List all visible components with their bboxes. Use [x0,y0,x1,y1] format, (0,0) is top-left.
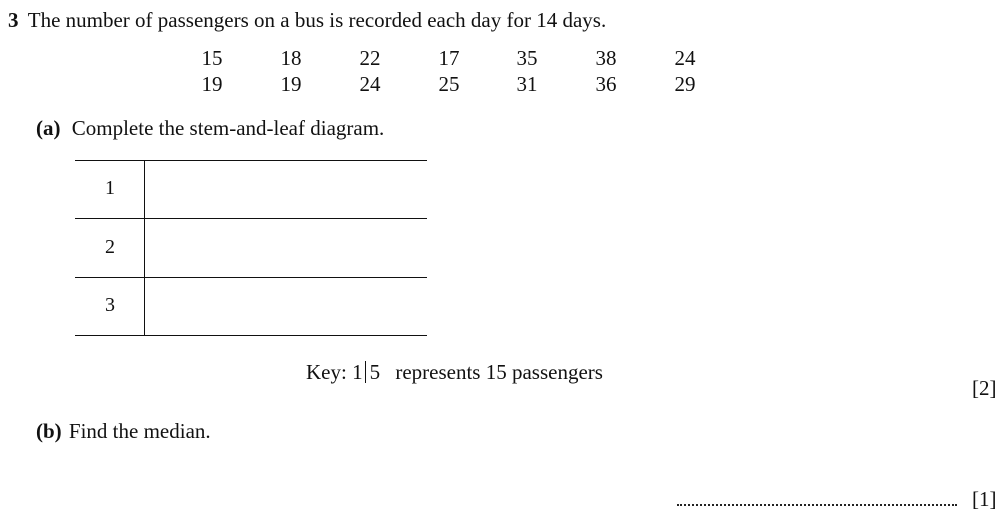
data-value: 31 [516,72,538,96]
data-value: 29 [674,72,696,96]
part-a-label: (a) [36,116,61,140]
part-a-text: Complete the stem-and-leaf diagram. [71,116,385,140]
leaf-input-2[interactable] [146,220,426,276]
question-number: 3 [8,8,19,32]
stem-1: 1 [105,177,115,199]
data-value: 36 [595,72,617,96]
part-a-prompt [36,116,384,141]
data-value: 22 [359,46,381,70]
data-value: 24 [359,72,381,96]
data-value: 35 [516,46,538,70]
key-leaf: 5 [369,360,381,384]
table-rule [75,277,427,278]
leaf-input-1[interactable] [146,162,426,217]
data-value: 18 [280,46,302,70]
question-header [8,8,606,33]
part-b-prompt [36,419,211,444]
part-b-marks: [1] [972,487,997,511]
data-value: 24 [674,46,696,70]
diagram-key [306,360,603,385]
key-stem: Key: 1 [306,360,363,384]
question-text: The number of passengers on a bus is recorded each day for 14 days. [27,8,607,32]
table-rule [75,160,427,161]
stem-3: 3 [105,294,115,316]
answer-line[interactable] [677,496,957,506]
part-b-label: (b) [36,419,62,443]
key-divider [365,361,366,383]
data-value: 38 [595,46,617,70]
data-value: 25 [438,72,460,96]
stem-divider [144,160,145,335]
leaf-input-3[interactable] [146,279,426,334]
data-value: 15 [201,46,223,70]
table-rule [75,335,427,336]
data-value: 17 [438,46,460,70]
stem-2: 2 [105,236,115,258]
part-a-marks: [2] [972,376,997,400]
part-b-text: Find the median. [68,419,211,443]
data-value: 19 [280,72,302,96]
key-description: represents 15 passengers [395,360,603,384]
table-rule [75,218,427,219]
data-value: 19 [201,72,223,96]
